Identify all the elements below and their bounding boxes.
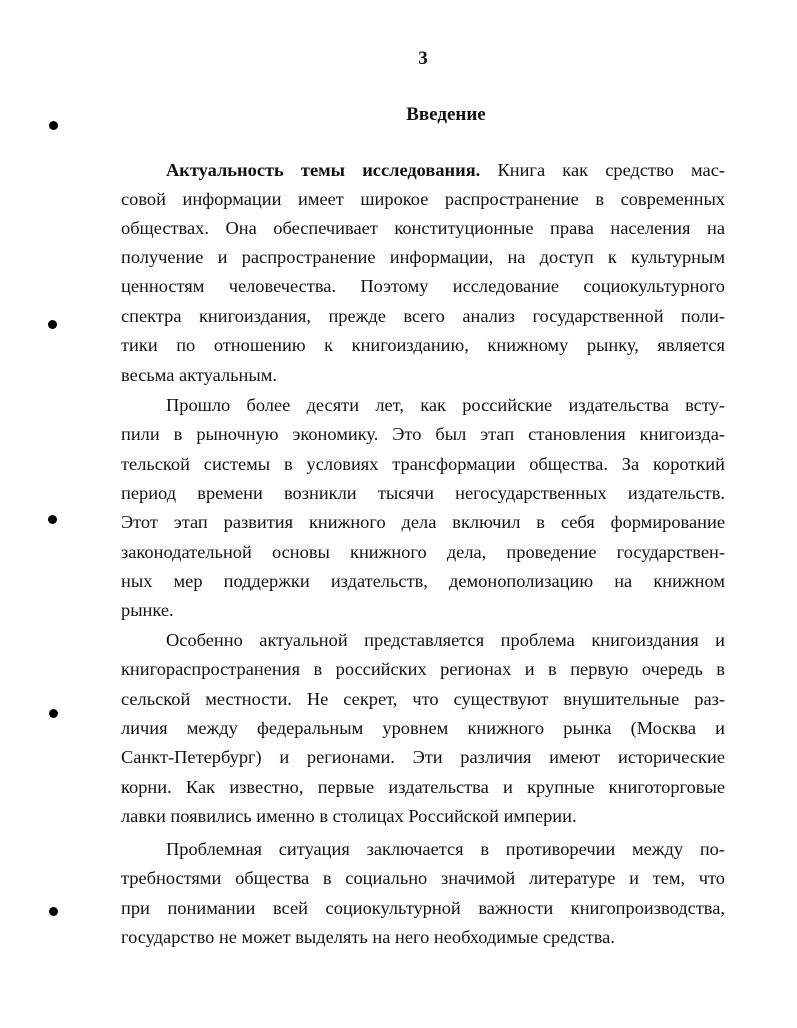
text-line: ценностям человечества. Поэтому исследование социокультурного xyxy=(121,276,725,296)
binder-hole-mark xyxy=(49,709,58,718)
text-line: пили в рыночную экономику. Это был этап становления книгоизда- xyxy=(121,424,725,444)
text-line: Актуальность темы исследования. Книга как средство мас- xyxy=(166,160,725,180)
binder-hole-mark xyxy=(49,121,58,130)
text-line: рынке. xyxy=(121,600,174,620)
text-line: спектра книгоиздания, прежде всего анализ государственной поли- xyxy=(121,306,725,326)
text-line: государство не может выделять на него необходимые средства. xyxy=(121,927,615,947)
text-line: лавки появились именно в столицах Российской империи. xyxy=(121,806,577,826)
binder-hole-mark xyxy=(48,320,57,329)
text-line: Особенно актуальной представляется проблема книгоиздания и xyxy=(166,630,725,650)
text-line: совой информации имеет широкое распространение в современных xyxy=(121,189,725,209)
text-line: Этот этап развития книжного дела включил в себя формирование xyxy=(121,512,725,532)
text-line: период времени возникли тысячи негосударственных издательств. xyxy=(121,483,725,503)
text-line: Проблемная ситуация заключается в противоречии между по- xyxy=(166,839,725,859)
text-line: требностями общества в социально значимой литературе и тем, что xyxy=(121,868,725,888)
text-line: законодательной основы книжного дела, проведение государствен- xyxy=(121,542,725,562)
text-line: при понимании всей социокультурной важности книгопроизводства, xyxy=(121,898,725,918)
text-line: Санкт-Петербург) и регионами. Эти различия имеют исторические xyxy=(121,747,725,767)
text-line: получение и распространение информации, на доступ к культурным xyxy=(121,247,725,267)
binder-hole-mark xyxy=(48,515,57,524)
section-heading: Введение xyxy=(406,104,486,125)
text-line: тельской системы в условиях трансформации общества. За короткий xyxy=(121,454,725,474)
text-line: обществах. Она обеспечивает конституционные права населения на xyxy=(121,218,725,238)
text-line: тики по отношению к книгоизданию, книжному рынку, является xyxy=(121,335,725,355)
text-line: ных мер поддержки издательств, демонополизацию на книжном xyxy=(121,571,725,591)
text-line: личия между федеральным уровнем книжного рынка (Москва и xyxy=(121,718,725,738)
binder-hole-mark xyxy=(49,907,58,916)
text-line: книгораспространения в российских регионах и в первую очередь в xyxy=(121,659,725,679)
text-line: Прошло более десяти лет, как российские издательства всту- xyxy=(166,395,725,415)
text-line: корни. Как известно, первые издательства и крупные книготорговые xyxy=(121,777,725,797)
text-line: сельской местности. Не секрет, что существуют внушительные раз- xyxy=(121,689,725,709)
lead-phrase: Актуальность темы исследования. xyxy=(166,160,481,180)
page-number: 3 xyxy=(418,48,428,69)
text-line: весьма актуальным. xyxy=(121,365,277,385)
